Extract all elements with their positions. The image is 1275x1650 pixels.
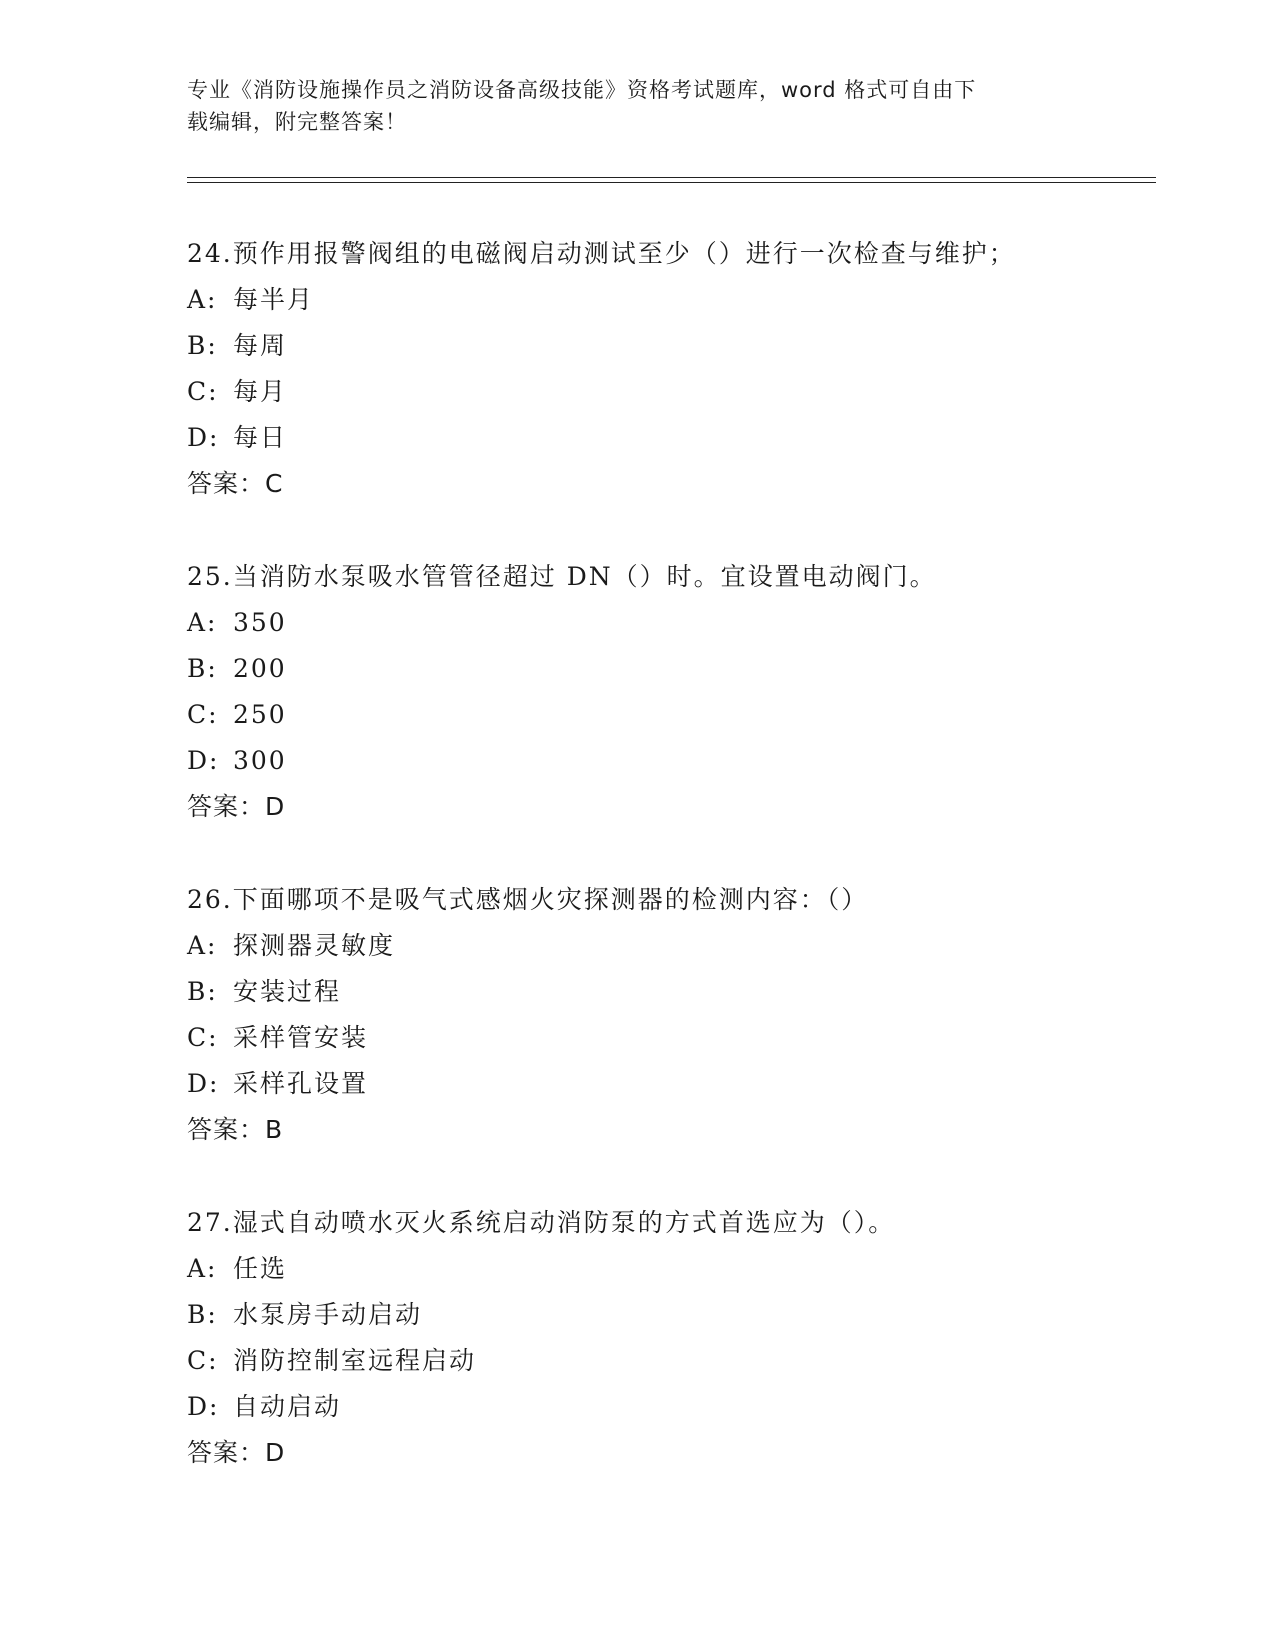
header-line-2: 载编辑，附完整答案！ bbox=[187, 110, 407, 134]
option-b bbox=[187, 1292, 1147, 1338]
option-text: 每月 bbox=[233, 377, 288, 406]
option-letter: C: bbox=[187, 1023, 219, 1052]
option-text: 250 bbox=[233, 700, 287, 729]
question-text: 26.下面哪项不是吸气式感烟火灾探测器的检测内容：（） bbox=[187, 885, 869, 914]
option-letter: C: bbox=[187, 700, 219, 729]
option-text: 消防控制室远程启动 bbox=[233, 1346, 477, 1375]
option-text: 安装过程 bbox=[233, 977, 342, 1006]
question-block-24 bbox=[187, 231, 1147, 507]
option-letter: D: bbox=[187, 746, 220, 775]
option-d bbox=[187, 738, 1147, 784]
answer-line: 答案：B bbox=[187, 1115, 284, 1144]
option-c bbox=[187, 1015, 1147, 1061]
option-letter: B: bbox=[187, 331, 218, 360]
option-text: 任选 bbox=[233, 1254, 288, 1283]
option-text: 300 bbox=[233, 746, 287, 775]
option-letter: B: bbox=[187, 977, 218, 1006]
option-letter: A: bbox=[187, 1254, 218, 1283]
header-line-1: 专业《消防设施操作员之消防设备高级技能》资格考试题库，word 格式可自由下 bbox=[187, 78, 977, 102]
option-text: 采样管安装 bbox=[233, 1023, 369, 1052]
document-header bbox=[187, 74, 1087, 138]
option-text: 每周 bbox=[233, 331, 288, 360]
question-block-26 bbox=[187, 877, 1147, 1153]
option-text: 探测器灵敏度 bbox=[233, 931, 396, 960]
option-text: 采样孔设置 bbox=[233, 1069, 369, 1098]
answer-line: 答案：D bbox=[187, 792, 286, 821]
option-a bbox=[187, 600, 1147, 646]
option-a bbox=[187, 1246, 1147, 1292]
option-letter: A: bbox=[187, 285, 218, 314]
option-d bbox=[187, 415, 1147, 461]
option-text: 每日 bbox=[233, 423, 288, 452]
option-a bbox=[187, 277, 1147, 323]
option-b bbox=[187, 969, 1147, 1015]
option-a bbox=[187, 923, 1147, 969]
question-text: 24.预作用报警阀组的电磁阀启动测试至少（）进行一次检查与维护； bbox=[187, 239, 1016, 268]
option-text: 350 bbox=[233, 608, 287, 637]
option-d bbox=[187, 1061, 1147, 1107]
option-letter: C: bbox=[187, 1346, 219, 1375]
option-letter: D: bbox=[187, 423, 220, 452]
option-text: 水泵房手动启动 bbox=[233, 1300, 423, 1329]
option-text: 自动启动 bbox=[233, 1392, 342, 1421]
question-text: 27.湿式自动喷水灭火系统启动消防泵的方式首选应为（）。 bbox=[187, 1208, 896, 1237]
option-text: 每半月 bbox=[233, 285, 315, 314]
option-text: 200 bbox=[233, 654, 287, 683]
header-divider-bottom bbox=[187, 182, 1156, 183]
answer-line: 答案：C bbox=[187, 469, 284, 498]
option-d bbox=[187, 1384, 1147, 1430]
answer-line: 答案：D bbox=[187, 1438, 286, 1467]
question-block-27 bbox=[187, 1200, 1147, 1476]
question-text: 25.当消防水泵吸水管管径超过 DN（）时。宜设置电动阀门。 bbox=[187, 562, 937, 591]
option-c bbox=[187, 692, 1147, 738]
option-letter: D: bbox=[187, 1392, 220, 1421]
option-letter: D: bbox=[187, 1069, 220, 1098]
option-letter: C: bbox=[187, 377, 219, 406]
option-c bbox=[187, 369, 1147, 415]
question-block-25 bbox=[187, 554, 1147, 830]
option-letter: A: bbox=[187, 608, 218, 637]
option-letter: B: bbox=[187, 1300, 218, 1329]
option-b bbox=[187, 646, 1147, 692]
option-letter: A: bbox=[187, 931, 218, 960]
option-c bbox=[187, 1338, 1147, 1384]
option-letter: B: bbox=[187, 654, 218, 683]
option-b bbox=[187, 323, 1147, 369]
header-divider-top bbox=[187, 177, 1156, 178]
